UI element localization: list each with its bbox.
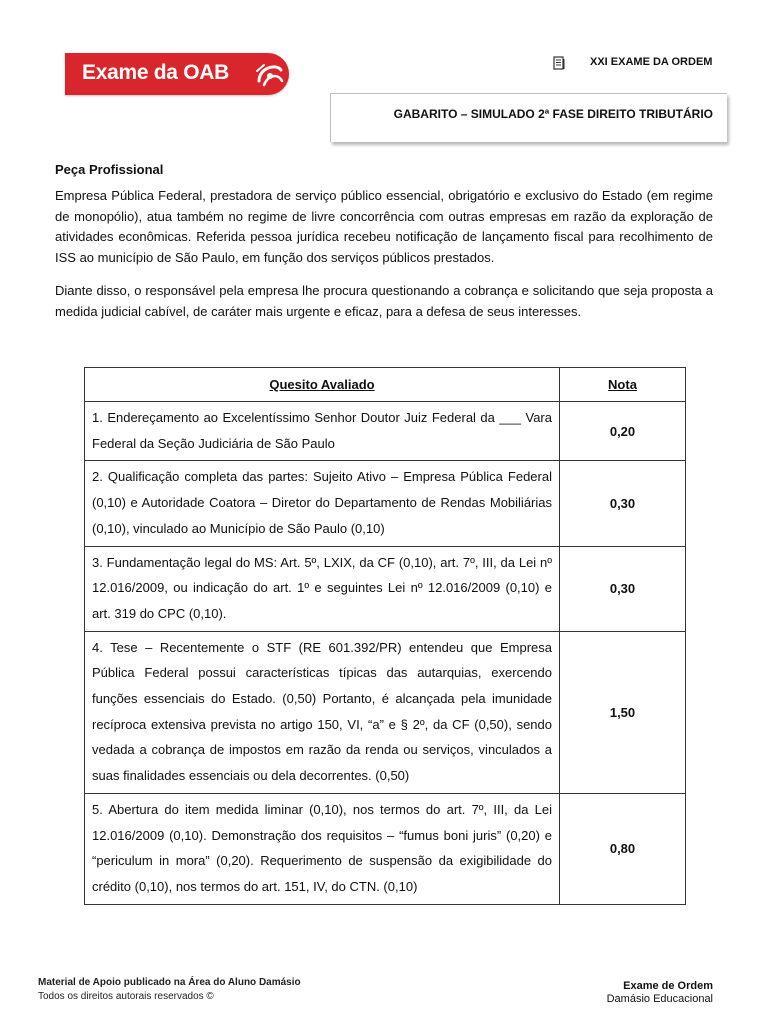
table-row (85, 793, 686, 904)
score-cell: 0,30 (560, 546, 686, 631)
table-row (85, 461, 686, 546)
exam-title: XXI EXAME DA ORDEM (590, 56, 713, 68)
document-icon (553, 56, 565, 70)
problem-paragraph-1: Empresa Pública Federal, prestadora de serviço público essencial, obrigatório e exclusivo do Estado (em regime de monopólio), atua também no regime de livre concorrência com outras empresas em razão da exploração de atividades econômicas. Referida pessoa jurídica recebeu notificação de lançamento fiscal para recolhimento de ISS ao município de São Paulo, em função dos serviços públicos prestados. (55, 188, 713, 266)
table-row (85, 631, 686, 793)
section-title: Peça Profissional (55, 162, 164, 177)
criterion-cell: 1. Endereçamento ao Excelentíssimo Senhor Doutor Juiz Federal da ___ Vara Federal da Seção Judiciária de São Paulo (85, 402, 560, 461)
footer-publisher-note: Material de Apoio publicado na Área do Aluno Damásio (38, 977, 301, 988)
problem-paragraph-2: Diante disso, o responsável pela empresa lhe procura questionando a cobrança e solicitando que seja proposta a medida judicial cabível, de caráter mais urgente e eficaz, para a defesa de seus interesses. (55, 283, 713, 319)
footer-institution: Damásio Educacional (606, 993, 713, 1005)
header-criterion: Quesito Avaliado (85, 368, 560, 402)
header-title-box (330, 93, 727, 142)
document-title: GABARITO – SIMULADO 2ª FASE DIREITO TRIBUTÁRIO (393, 107, 713, 121)
logo-emblem-icon (254, 59, 284, 89)
criterion-cell: 2. Qualificação completa das partes: Sujeito Ativo – Empresa Pública Federal (0,10) e Autoridade Coatora – Diretor do Departamento de Rendas Mobiliárias (0,10), vinculado ao Município de São Paulo (0,10) (85, 461, 560, 546)
score-cell: 0,20 (560, 402, 686, 461)
criterion-cell: 4. Tese – Recentemente o STF (RE 601.392/PR) entendeu que Empresa Pública Federal possui características típicas das autarquias, exercendo funções essenciais do Estado. (0,50) Portanto, é alcançada pela imunidade recíproca extensiva prevista no artigo 150, VI, “a” e § 2º, da CF (0,50), sendo vedada a cobrança de impostos em razão da renda ou serviços, vinculados a suas finalidades essenciais ou dela decorrentes. (0,50) (85, 631, 560, 793)
footer-copyright: Todos os direitos autorais reservados © (38, 991, 214, 1002)
header-score: Nota (560, 368, 686, 402)
score-cell: 0,80 (560, 793, 686, 904)
criterion-cell: 3. Fundamentação legal do MS: Art. 5º, LXIX, da CF (0,10), art. 7º, III, da Lei nº 12.016/2009, ou indicação do art. 1º e seguintes Lei nº 12.016/2009 (0,10) e art. 319 do CPC (0,10). (85, 546, 560, 631)
grading-table (84, 367, 686, 905)
footer-exam-label: Exame de Ordem (623, 980, 713, 992)
footer-left (38, 976, 301, 1004)
table-header-row (85, 368, 686, 402)
logo-text: Exame da OAB (82, 61, 229, 84)
footer-right (607, 980, 713, 1006)
oab-logo (65, 53, 289, 95)
score-cell: 0,30 (560, 461, 686, 546)
table-row (85, 546, 686, 631)
table-row (85, 402, 686, 461)
criterion-cell: 5. Abertura do item medida liminar (0,10), nos termos do art. 7º, III, da Lei 12.016/2009 (0,10). Demonstração dos requisitos – “fumus boni juris” (0,20) e “periculum in mora” (0,20). Requerimento de suspensão da exigibilidade do crédito (0,10), nos termos do art. 151, IV, do CTN. (0,10) (85, 793, 560, 904)
score-cell: 1,50 (560, 631, 686, 793)
